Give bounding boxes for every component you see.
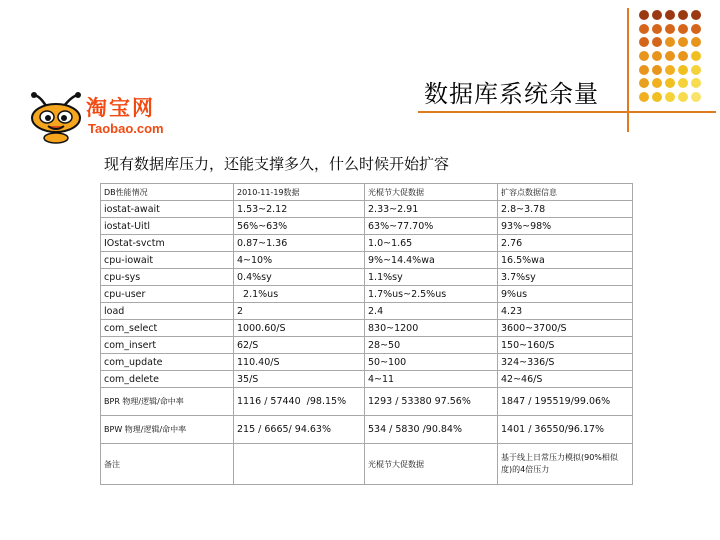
table-cell: 110.40/S — [234, 354, 365, 371]
decorative-dot — [652, 24, 662, 34]
accent-horizontal-line — [418, 111, 716, 113]
table-cell: 830~1200 — [365, 320, 498, 337]
table-cell: 50~100 — [365, 354, 498, 371]
decorative-dot — [678, 10, 688, 20]
decorative-dot — [639, 24, 649, 34]
decorative-dot — [691, 10, 701, 20]
table-cell: 534 / 5830 /90.84% — [365, 416, 498, 444]
decorative-dot — [665, 78, 675, 88]
table-cell: 2.4 — [365, 303, 498, 320]
table-cell: 324~336/S — [498, 354, 633, 371]
decorative-dot — [665, 65, 675, 75]
table-header-cell: 扩容点数据信息 — [498, 184, 633, 201]
table-cell: 2.33~2.91 — [365, 201, 498, 218]
table-cell: cpu-user — [101, 286, 234, 303]
decorative-dot — [678, 92, 688, 102]
decorative-dot — [691, 51, 701, 61]
table-cell: 93%~98% — [498, 218, 633, 235]
table-cell: BPW 物理/逻辑/命中率 — [101, 416, 234, 444]
table-header-cell: DB性能情况 — [101, 184, 234, 201]
decorative-dot — [639, 65, 649, 75]
table-cell: 3600~3700/S — [498, 320, 633, 337]
decorative-dot — [639, 78, 649, 88]
table-cell: 62/S — [234, 337, 365, 354]
db-capacity-table — [100, 183, 633, 485]
taobao-mascot-icon — [26, 92, 88, 144]
table-row — [101, 320, 633, 337]
table-cell: iostat-await — [101, 201, 234, 218]
decorative-dot — [691, 37, 701, 47]
table-cell: cpu-sys — [101, 269, 234, 286]
table-cell: com_delete — [101, 371, 234, 388]
decorative-dot — [691, 24, 701, 34]
table-row — [101, 269, 633, 286]
decorative-dot — [691, 78, 701, 88]
table-cell: 1401 / 36550/96.17% — [498, 416, 633, 444]
table-cell: 63%~77.70% — [365, 218, 498, 235]
table-row — [101, 286, 633, 303]
table-cell: 2.76 — [498, 235, 633, 252]
decorative-dot — [639, 37, 649, 47]
table-row — [101, 303, 633, 320]
table-cell: 4.23 — [498, 303, 633, 320]
decorative-dot-grid — [639, 10, 702, 106]
accent-vertical-line — [627, 8, 629, 132]
decorative-dot — [652, 65, 662, 75]
logo-chinese-text: 淘宝网 — [86, 96, 155, 120]
decorative-dot — [665, 92, 675, 102]
table-row — [101, 201, 633, 218]
table-row — [101, 218, 633, 235]
decorative-dot — [652, 51, 662, 61]
table-cell: 0.87~1.36 — [234, 235, 365, 252]
table-cell: 35/S — [234, 371, 365, 388]
table-cell: IOstat-svctm — [101, 235, 234, 252]
table-cell: cpu-iowait — [101, 252, 234, 269]
table-row — [101, 416, 633, 444]
table-cell: 1847 / 195519/99.06% — [498, 388, 633, 416]
decorative-dot — [691, 65, 701, 75]
table-row — [101, 444, 633, 485]
table-cell: 光棍节大促数据 — [365, 444, 498, 485]
decorative-dot — [639, 10, 649, 20]
decorative-dot — [652, 92, 662, 102]
table-cell: 28~50 — [365, 337, 498, 354]
table-cell: 1.7%us~2.5%us — [365, 286, 498, 303]
table-cell: 1116 / 57440 /98.15% — [234, 388, 365, 416]
table-header-cell: 光棍节大促数据 — [365, 184, 498, 201]
table-cell: com_select — [101, 320, 234, 337]
table-header-row — [101, 184, 633, 201]
table-row — [101, 388, 633, 416]
table-cell: 3.7%sy — [498, 269, 633, 286]
table-cell: load — [101, 303, 234, 320]
slide-subtitle: 现有数据库压力，还能支撑多久，什么时候开始扩容 — [104, 155, 450, 173]
decorative-dot — [665, 24, 675, 34]
decorative-dot — [639, 92, 649, 102]
table-cell: 基于线上日常压力模拟(90%相似度)的4倍压力 — [498, 444, 633, 485]
decorative-dot — [691, 92, 701, 102]
decorative-dot — [665, 51, 675, 61]
table-cell: 56%~63% — [234, 218, 365, 235]
table-cell: 2 — [234, 303, 365, 320]
table-cell: com_insert — [101, 337, 234, 354]
table-cell: 16.5%wa — [498, 252, 633, 269]
table-cell — [234, 444, 365, 485]
table-cell: 2.1%us — [234, 286, 365, 303]
table-row — [101, 235, 633, 252]
decorative-dot — [639, 51, 649, 61]
decorative-dot — [678, 51, 688, 61]
decorative-dot — [678, 78, 688, 88]
table-row — [101, 337, 633, 354]
table-row — [101, 354, 633, 371]
table-cell: 1293 / 53380 97.56% — [365, 388, 498, 416]
logo-english-text: Taobao.com — [88, 121, 164, 136]
taobao-logo — [26, 92, 186, 144]
table-cell: 42~46/S — [498, 371, 633, 388]
table-cell: com_update — [101, 354, 234, 371]
decorative-dot — [652, 10, 662, 20]
table-header-cell: 2010-11-19数据 — [234, 184, 365, 201]
table-cell: 9%us — [498, 286, 633, 303]
table-cell: iostat-Uitl — [101, 218, 234, 235]
table-cell: 0.4%sy — [234, 269, 365, 286]
decorative-dot — [652, 78, 662, 88]
table-cell: 4~11 — [365, 371, 498, 388]
table-cell: 1000.60/S — [234, 320, 365, 337]
decorative-dot — [678, 65, 688, 75]
table-cell: 1.53~2.12 — [234, 201, 365, 218]
decorative-dot — [652, 37, 662, 47]
table-cell: 2.8~3.78 — [498, 201, 633, 218]
decorative-dot — [665, 37, 675, 47]
table-cell: 备注 — [101, 444, 234, 485]
table-cell: 150~160/S — [498, 337, 633, 354]
table-cell: 1.0~1.65 — [365, 235, 498, 252]
table-cell: 215 / 6665/ 94.63% — [234, 416, 365, 444]
table-cell: 4~10% — [234, 252, 365, 269]
table-row — [101, 371, 633, 388]
table-row — [101, 252, 633, 269]
slide-title: 数据库系统余量 — [424, 80, 599, 108]
decorative-dot — [678, 37, 688, 47]
table-cell: 1.1%sy — [365, 269, 498, 286]
decorative-dot — [665, 10, 675, 20]
table-cell: 9%~14.4%wa — [365, 252, 498, 269]
decorative-dot — [678, 24, 688, 34]
table-cell: BPR 物理/逻辑/命中率 — [101, 388, 234, 416]
